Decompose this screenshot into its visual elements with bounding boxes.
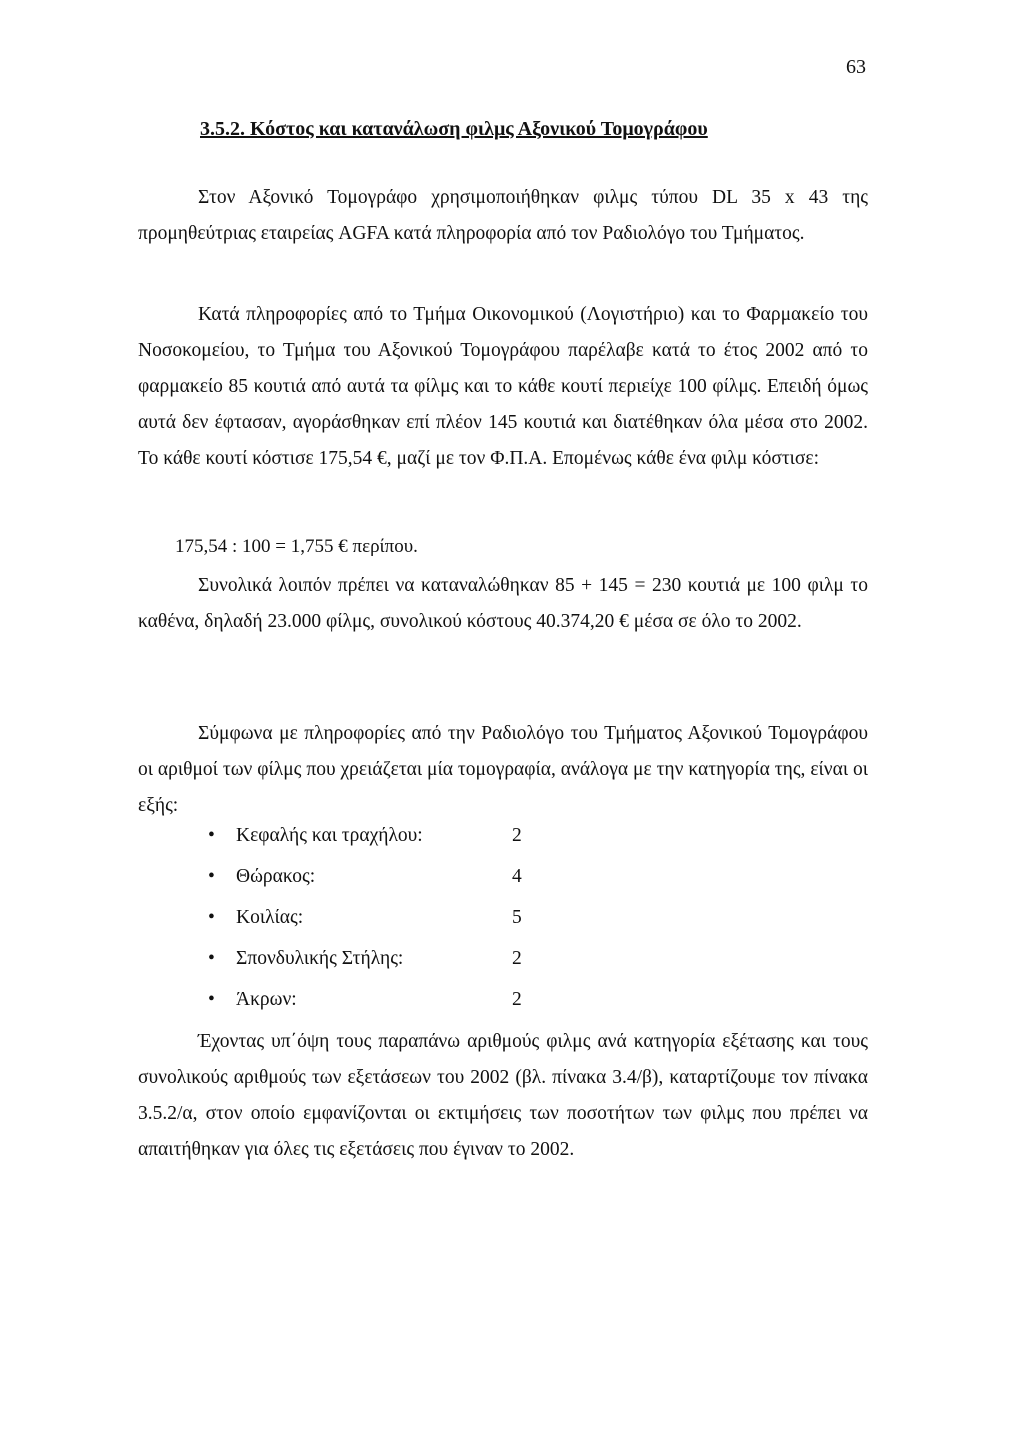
list-item [208, 825, 552, 866]
films-per-category-list [208, 825, 552, 1030]
film-count: 2 [512, 825, 522, 846]
category-label: Κοιλίας: [236, 907, 304, 928]
paragraph-films-per-exam: Σύμφωνα με πληροφορίες από την Ραδιολόγο του Τμήματος Αξονικού Τομογράφου οι αριθμοί των φίλμς που χρειάζεται μία τομογραφία, ανάλογα με την κατηγορία της, είναι οι εξής: [138, 723, 868, 816]
film-count: 2 [512, 948, 522, 969]
list-item [208, 907, 552, 948]
paragraph-total-consumption: Συνολικά λοιπόν πρέπει να καταναλώθηκαν 85 + 145 = 230 κουτιά με 100 φιλμ το καθένα, δηλαδή 23.000 φίλμς, συνολικού κόστους 40.374,20 € μέσα σε όλο το 2002. [138, 575, 868, 632]
list-item [208, 866, 552, 907]
paragraph-film-type: Στον Αξονικό Τομογράφο χρησιμοποιήθηκαν φιλμς τύπου DL 35 x 43 της προμηθεύτριας εταιρείας AGFA κατά πληροφορία από τον Ραδιολόγο του Τμήματος. [138, 187, 868, 244]
section-heading: 3.5.2. Κόστος και κατανάλωση φιλμς Αξονικού Τομογράφου [200, 118, 708, 140]
bullet-marker: • [208, 825, 215, 846]
unit-cost-calculation: 175,54 : 100 = 1,755 € περίπου. [175, 536, 418, 557]
bullet-marker: • [208, 948, 215, 969]
paragraph-film-purchases: Κατά πληροφορίες από το Τμήμα Οικονομικού (Λογιστήριο) και το Φαρμακείο του Νοσοκομείου, το Τμήμα του Αξονικού Τομογράφου παρέλαβε κατά το έτος 2002 από το φαρμακείο 85 κουτιά από αυτά τα φίλμς και το κάθε κουτί περιείχε 100 φίλμς. Επειδή όμως αυτά δεν έφτασαν, αγοράσθηκαν επί πλέον 145 κουτιά και διατέθηκαν όλα μέσα στο 2002. Το κάθε κουτί κόστισε 175,54 €, μαζί με τον Φ.Π.Α. Επομένως κάθε ένα φιλμ κόστισε: [138, 304, 868, 469]
bullet-marker: • [208, 866, 215, 887]
film-count: 5 [512, 907, 522, 928]
list-item [208, 948, 552, 989]
category-label: Σπονδυλικής Στήλης: [236, 948, 404, 969]
paragraph-table-reference: Έχοντας υπ΄όψη τους παραπάνω αριθμούς φιλμς ανά κατηγορία εξέτασης και τους συνολικούς αριθμούς των εξετάσεων του 2002 (βλ. πίνακα 3.4/β), καταρτίζουμε τον πίνακα 3.5.2/α, στον οποίο εμφανίζονται οι εκτιμήσεις των ποσοτήτων των φιλμς που πρέπει να απαιτήθηκαν για όλες τις εξετάσεις που έγιναν το 2002. [138, 1031, 868, 1160]
category-label: Κεφαλής και τραχήλου: [236, 825, 423, 846]
page-number: 63 [846, 56, 866, 78]
bullet-marker: • [208, 989, 215, 1010]
bullet-marker: • [208, 907, 215, 928]
category-label: Άκρων: [236, 989, 297, 1010]
film-count: 2 [512, 989, 522, 1010]
film-count: 4 [512, 866, 522, 887]
category-label: Θώρακος: [236, 866, 316, 887]
